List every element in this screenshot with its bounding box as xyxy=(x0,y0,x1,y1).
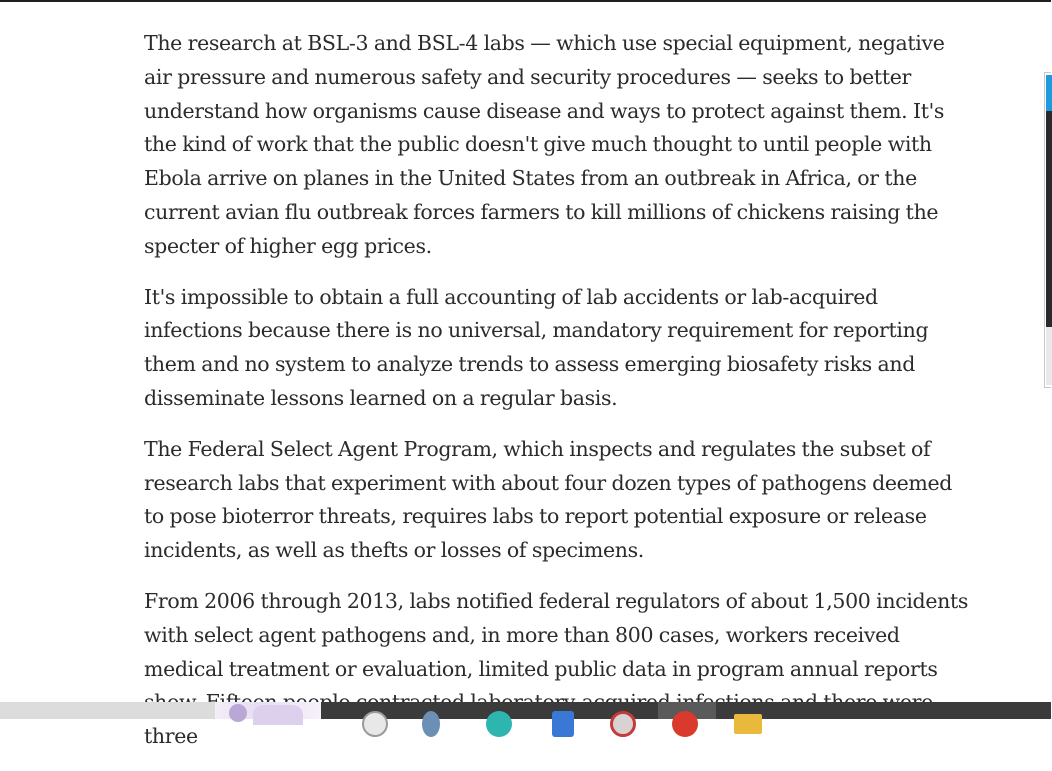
sidebar-image-photo xyxy=(1046,111,1052,327)
chrome-icon[interactable] xyxy=(362,711,388,737)
article-body xyxy=(144,27,974,771)
article-paragraph: It's impossible to obtain a full accounting of lab accidents or lab-acquired infections because there is no universal, mandatory requirement for reporting them and no system to analyze trends to assess emerging biosafety risks and disseminate lessons learned on a regular basis. xyxy=(144,284,929,410)
arrow-app-icon[interactable] xyxy=(552,711,574,737)
folder-icon[interactable] xyxy=(734,714,762,734)
top-divider xyxy=(0,0,1051,2)
taskbar-search-box[interactable] xyxy=(215,702,321,719)
taskbar xyxy=(0,702,1051,719)
article-paragraph: The Federal Select Agent Program, which inspects and regulates the subset of research labs that experiment with about four dozen types of pathogens deemed to pose bioterror threats, requires labs to report potential exposure or release incidents, as well as thefts or losses of specimens. xyxy=(144,436,953,563)
article-paragraph: The research at BSL-3 and BSL-4 labs — which use special equipment, negative air pressure and numerous safety and security procedures — seeks to better understand how organisms cause disease and ways to protect against them. It's the kind of work that the public doesn't give much thought to until people with Ebola arrive on planes in the United States from an outbreak in Africa, or the current avian flu outbreak forces farmers to kill millions of chickens raising the specter of higher egg prices. xyxy=(144,31,945,258)
people-icon[interactable] xyxy=(422,711,440,737)
record-red-icon[interactable] xyxy=(672,711,698,737)
sidebar-image[interactable] xyxy=(1044,72,1051,388)
app-red-white-icon[interactable] xyxy=(610,711,636,737)
sidebar-image-caption xyxy=(1046,327,1052,385)
sidebar-image-header xyxy=(1046,75,1052,111)
search-highlight-art xyxy=(253,705,303,725)
article-paragraph: From 2006 through 2013, labs notified federal regulators of about 1,500 incidents with select agent pathogens and, in more than 800 cases, workers received medical treatment or evaluation, limited public data in program annual reports three xyxy=(144,588,969,749)
edge-icon[interactable] xyxy=(486,711,512,737)
search-highlight-icon xyxy=(229,704,247,722)
